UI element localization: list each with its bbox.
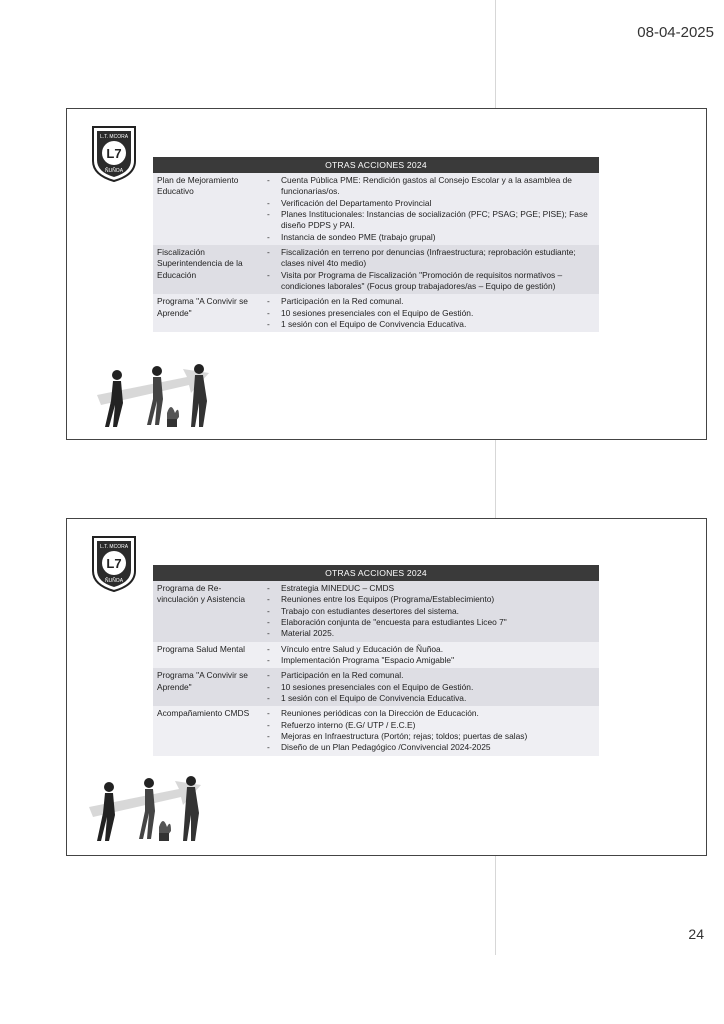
list-item: - Trabajo con estudiantes desertores del sistema. — [265, 606, 595, 617]
slide-2 — [66, 518, 707, 856]
svg-text:ÑUÑOA: ÑUÑOA — [104, 168, 124, 174]
list-item: - Verificación del Departamento Provincial — [265, 198, 595, 209]
actions-table — [153, 157, 599, 332]
list-item: - 10 sesiones presenciales con el Equipo de Gestión. — [265, 682, 595, 693]
page-number: 24 — [688, 926, 704, 942]
list-item: - Fiscalización en terreno por denuncias (Infraestructura; reprobación estudiante; clases nivel 4to medio) — [265, 247, 595, 270]
page-date: 08-04-2025 — [637, 24, 714, 41]
row-label: Acompañamiento CMDS — [157, 708, 250, 719]
svg-text:L.T. MCORA: L.T. MCORA — [99, 544, 129, 550]
list-item: - Participación en la Red comunal. — [265, 296, 595, 307]
table-title: OTRAS ACCIONES 2024 — [153, 157, 599, 173]
slide-1 — [66, 108, 707, 440]
list-item: - Refuerzo interno (E.G/ UTP / E.C.E) — [265, 720, 595, 731]
list-item: - Reuniones entre los Equipos (Programa/Establecimiento) — [265, 594, 595, 605]
row-label: Programa "A Convivir se Aprende" — [157, 670, 248, 692]
row-label: Plan de Mejoramiento Educativo — [157, 175, 239, 197]
svg-text:L7: L7 — [106, 146, 122, 161]
table-row — [153, 668, 599, 706]
list-item: - Diseño de un Plan Pedagógico /Convivencial 2024-2025 — [265, 742, 595, 753]
list-item: - Reuniones periódicas con la Dirección de Educación. — [265, 708, 595, 719]
row-label: Programa "A Convivir se Aprende" — [157, 296, 248, 318]
svg-text:L.T. MCORA: L.T. MCORA — [99, 134, 129, 140]
school-logo-icon — [89, 533, 139, 593]
list-item: - Vínculo entre Salud y Educación de Ñuñoa. — [265, 644, 595, 655]
school-logo-icon — [89, 123, 139, 183]
table-row — [153, 294, 599, 332]
table-title: OTRAS ACCIONES 2024 — [153, 565, 599, 581]
list-item: - 1 sesión con el Equipo de Convivencia Educativa. — [265, 693, 595, 704]
list-item: - 1 sesión con el Equipo de Convivencia Educativa. — [265, 319, 595, 330]
table-row — [153, 173, 599, 245]
teamwork-illustration-icon — [79, 765, 213, 845]
list-item: - Material 2025. — [265, 628, 595, 639]
row-label: Programa Salud Mental — [157, 643, 245, 654]
list-item: - Planes Institucionales: Instancias de socialización (PFC; PSAG; PGE; PISE); Fase diseño PDPS y PAI. — [265, 209, 595, 232]
row-label: Fiscalización Superintendencia de la Educación — [157, 247, 243, 280]
table-row — [153, 642, 599, 669]
list-item: - Implementación Programa "Espacio Amigable" — [265, 655, 595, 666]
table-row — [153, 706, 599, 755]
list-item: - Cuenta Pública PME: Rendición gastos al Consejo Escolar y a la asamblea de funcionarias/os. — [265, 175, 595, 198]
table-row — [153, 245, 599, 294]
table-row — [153, 581, 599, 642]
list-item: - Estrategia MINEDUC – CMDS — [265, 583, 595, 594]
list-item: - 10 sesiones presenciales con el Equipo de Gestión. — [265, 308, 595, 319]
list-item: - Visita por Programa de Fiscalización "Promoción de requisitos normativos – condiciones laborales" (Focus group trabajadores/as – Equipo de gestión) — [265, 270, 595, 293]
list-item: - Instancia de sondeo PME (trabajo grupal) — [265, 232, 595, 243]
list-item: - Mejoras en Infraestructura (Portón; rejas; toldos; puertas de salas) — [265, 731, 595, 742]
actions-table — [153, 565, 599, 756]
svg-text:L7: L7 — [106, 556, 122, 571]
teamwork-illustration-icon — [87, 355, 221, 431]
list-item: - Elaboración conjunta de "encuesta para estudiantes Liceo 7" — [265, 617, 595, 628]
row-label: Programa de Re-vinculación y Asistencia — [157, 583, 245, 605]
svg-text:ÑUÑOA: ÑUÑOA — [104, 578, 124, 584]
list-item: - Participación en la Red comunal. — [265, 670, 595, 681]
